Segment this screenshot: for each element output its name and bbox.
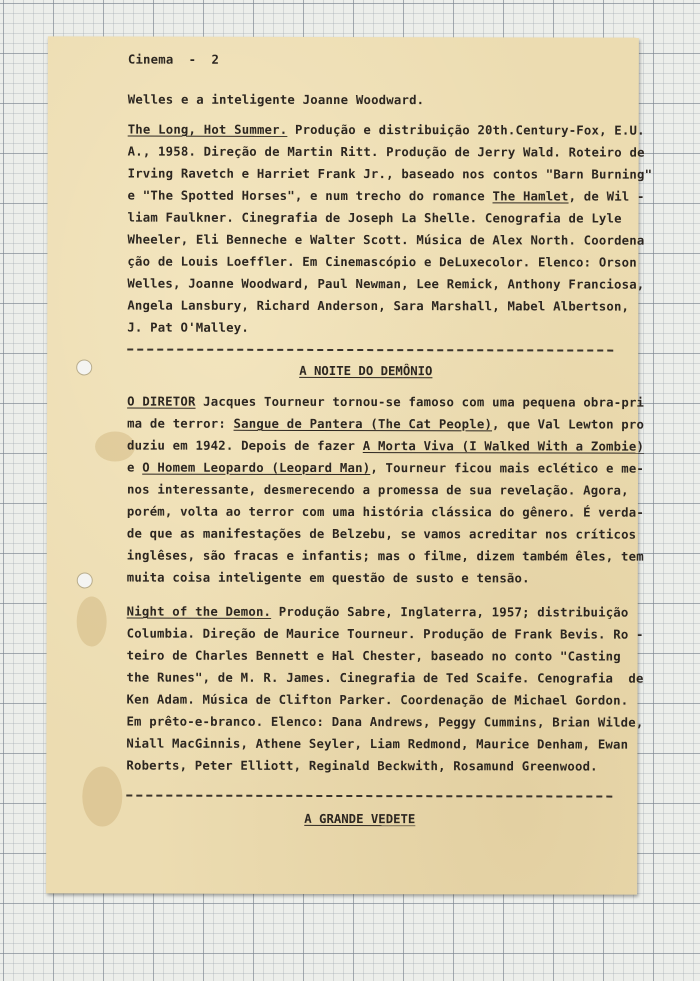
section1-line-2: A., 1958. Direção de Martin Ritt. Produção de Jerry Wald. Roteiro de — [127, 144, 645, 160]
section1-line-5: liam Faulkner. Cinegrafia de Joseph La Shelle. Cenografia de Lyle — [127, 210, 622, 226]
film-title-long-hot-summer: The Long, Hot Summer. — [127, 122, 288, 137]
section1-line-1: The Long, Hot Summer. Produção e distribuição 20th.Century-Fox, E.U. — [127, 122, 645, 138]
paper-stain — [82, 766, 122, 826]
heading-a-noite-do-demonio: A NOITE DO DEMÔNIO — [299, 363, 433, 379]
section3-line-5: Ken Adam. Música de Clifton Parker. Coordenação de Michael Gordon. — [126, 692, 629, 708]
section-divider — [126, 795, 612, 798]
section2-line-7: de que as manifestações de Belzebu, se vamos acreditar nos críticos — [126, 526, 637, 542]
heading-a-grande-vedete: A GRANDE VEDETE — [304, 811, 416, 827]
punch-hole — [77, 572, 93, 588]
typewritten-page — [46, 36, 653, 894]
section2-line-2: ma de terror: Sangue de Pantera (The Cat People), que Val Lewton pro — [127, 416, 645, 432]
section1-line-7: ção de Louis Loeffler. Em Cinemascópio e DeLuxecolor. Elenco: Orson — [127, 254, 637, 270]
page-header: Cinema - 2 — [127, 52, 220, 67]
section3-line-2: Columbia. Direção de Maurice Tourneur. Produção de Frank Bevis. Ro - — [126, 626, 644, 642]
section3-line-3: teiro de Charles Bennett e Hal Chester, baseado no conto "Casting — [126, 648, 621, 664]
intro-line: Welles e a inteligente Joanne Woodward. — [127, 92, 425, 108]
section2-line-1: O DIRETOR Jacques Tourneur tornou-se famoso com uma pequena obra-pri — [127, 394, 645, 410]
section3-line-4: the Runes", de M. R. James. Cinegrafia de Ted Scaife. Cenografia de — [126, 670, 644, 686]
section2-line-9: muita coisa inteligente em questão de susto e tensão. — [126, 570, 530, 586]
section1-line-3: Irving Ravetch e Harriet Frank Jr., baseado nos contos "Barn Burning" — [127, 166, 653, 182]
section1-line-10: J. Pat O'Malley. — [127, 320, 249, 335]
section2-line-8: inglêses, são fracas e infantis; mas o filme, dizem também êles, tem — [126, 548, 644, 564]
section3-line-1: Night of the Demon. Produção Sabre, Inglaterra, 1957; distribuição — [126, 604, 629, 620]
section3-line-7: Niall MacGinnis, Athene Seyler, Liam Redmond, Maurice Denham, Ewan — [126, 736, 629, 752]
film-title-night-of-the-demon: Night of the Demon. — [126, 604, 272, 619]
section-divider — [127, 349, 613, 352]
section3-line-8: Roberts, Peter Elliott, Reginald Beckwith, Rosamund Greenwood. — [126, 758, 598, 774]
section1-line-4: e "The Spotted Horses", e num trecho do romance The Hamlet, de Wil - — [127, 188, 645, 204]
section2-line-6: porém, volta ao terror com uma história clássica do gênero. É verda- — [126, 504, 644, 520]
section1-line-6: Wheeler, Eli Benneche e Walter Scott. Música de Alex North. Coordena — [127, 232, 645, 248]
paper-stain — [77, 596, 107, 646]
section1-line-9: Angela Lansbury, Richard Anderson, Sara Marshall, Mabel Albertson, — [127, 298, 630, 314]
section1-line-8: Welles, Joanne Woodward, Paul Newman, Lee Remick, Anthony Franciosa, — [127, 276, 645, 292]
section2-line-3: duziu em 1942. Depois de fazer A Morta Viva (I Walked With a Zombie) — [127, 438, 645, 454]
section2-line-5: nos interessante, desmerecendo a promessa de sua revelação. Agora, — [126, 482, 629, 498]
novel-title-the-hamlet: The Hamlet — [492, 189, 569, 204]
section2-line-4: e O Homem Leopardo (Leopard Man), Tourneur ficou mais eclético e me- — [126, 460, 645, 476]
punch-hole — [76, 359, 92, 375]
section3-line-6: Em prêto-e-branco. Elenco: Dana Andrews, Peggy Cummins, Brian Wilde, — [126, 714, 644, 730]
